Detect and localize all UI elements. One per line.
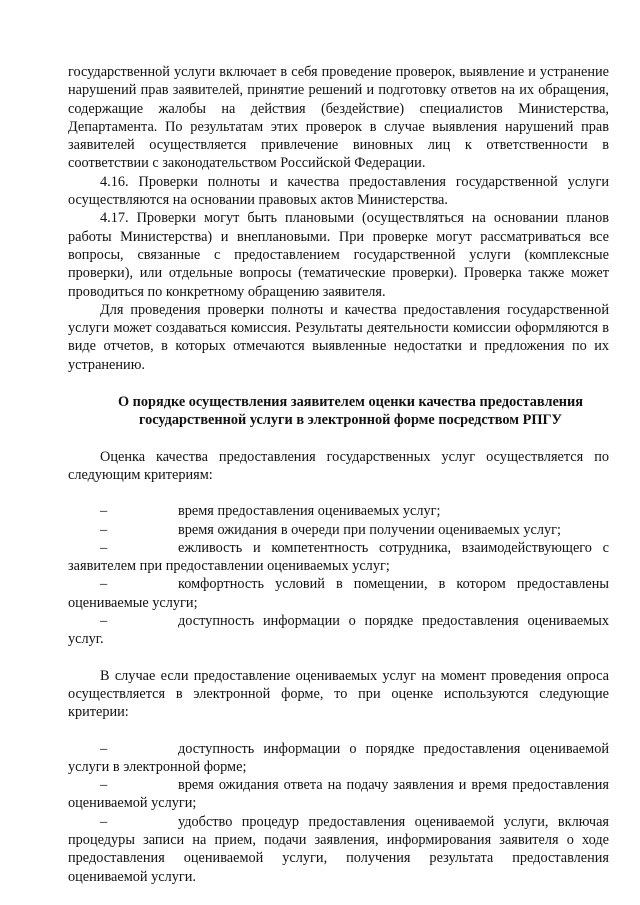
paragraph-continuation: государственной услуги включает в себя проведение проверок, выявление и устранение нарушений прав заявителей, принятие решений и подготовку ответов на их обращения, содержащие жалобы на действия (бездействие) специалистов Министерства, Департамента. По результатам этих проверок в случае выявления нарушений прав заявителей осуществляется привлечение виновных лиц к ответственности в соответствии с законодательством Российской Федерации. bbox=[68, 64, 609, 172]
list-dash: – bbox=[100, 503, 108, 520]
list-item-text: время ожидания ответа на подачу заявления и время предоставления оцениваемой услуги; bbox=[68, 777, 609, 812]
paragraph-commission: Для проведения проверки полноты и качества предоставления государственной услуги может создаваться комиссия. Результаты деятельности комиссии оформляются в виде отчетов, в которых отмечаются выявленные недостатки и предложения по их устранению. bbox=[68, 301, 609, 373]
criteria-intro: Оценка качества предоставления государственных услуг осуществляется по следующим критериям: bbox=[68, 448, 609, 483]
list-item-text: доступность информации о порядке предоставления оцениваемых услуг. bbox=[68, 613, 609, 648]
list-item bbox=[68, 502, 609, 520]
list-item bbox=[68, 521, 609, 539]
list-item bbox=[68, 539, 609, 576]
electronic-intro: В случае если предоставление оцениваемых услуг на момент проведения опроса осуществляется в электронной форме, то при оценке используются следующие критерии: bbox=[68, 667, 609, 721]
list-dash: – bbox=[100, 576, 108, 593]
list-dash: – bbox=[100, 539, 108, 556]
document-page bbox=[68, 63, 609, 886]
list-item bbox=[68, 740, 609, 777]
list-item-text: комфортность условий в помещении, в котором предоставлены оцениваемые услуги; bbox=[68, 576, 609, 611]
list-item-text: время предоставления оцениваемых услуг; bbox=[178, 503, 441, 520]
list-item-text: доступность информации о порядке предоставления оцениваемой услуги в электронной форме; bbox=[68, 740, 609, 775]
list-item bbox=[68, 612, 609, 649]
list-item bbox=[68, 776, 609, 813]
list-dash: – bbox=[100, 740, 108, 757]
section-heading: О порядке осуществления заявителем оценки качества предоставления государственной услуги в электронной форме посредством РПГУ bbox=[117, 394, 584, 429]
paragraph-4-16: 4.16. Проверки полноты и качества предоставления государственной услуги осуществляются на основании правовых актов Министерства. bbox=[68, 173, 609, 209]
list-dash: – bbox=[100, 813, 108, 830]
list-item-text: удобство процедур предоставления оцениваемой услуги, включая процедуры записи на прием, подачи заявления, информирования заявителя о ходе предоставления оцениваемой услуги, получения результата предоставления оцениваемой услуги. bbox=[68, 813, 609, 885]
list-dash: – bbox=[100, 777, 108, 794]
list-dash: – bbox=[100, 613, 108, 630]
list-item-text: время ожидания в очереди при получении оцениваемых услуг; bbox=[178, 521, 561, 538]
list-item bbox=[68, 575, 609, 612]
paragraph-4-17: 4.17. Проверки могут быть плановыми (осуществляться на основании планов работы Министерства) и внеплановыми. При проверке могут рассматриваться все вопросы, связанные с предоставлением государственной услуги (комплексные проверки), или отдельные вопросы (тематические проверки). Проверка также может проводиться по конкретному обращению заявителя. bbox=[68, 210, 609, 300]
list-item-text: ежливость и компетентность сотрудника, взаимодействующего с заявителем при предоставлении оцениваемых услуг; bbox=[68, 539, 609, 575]
list-dash: – bbox=[100, 521, 108, 538]
list-item bbox=[68, 813, 609, 886]
